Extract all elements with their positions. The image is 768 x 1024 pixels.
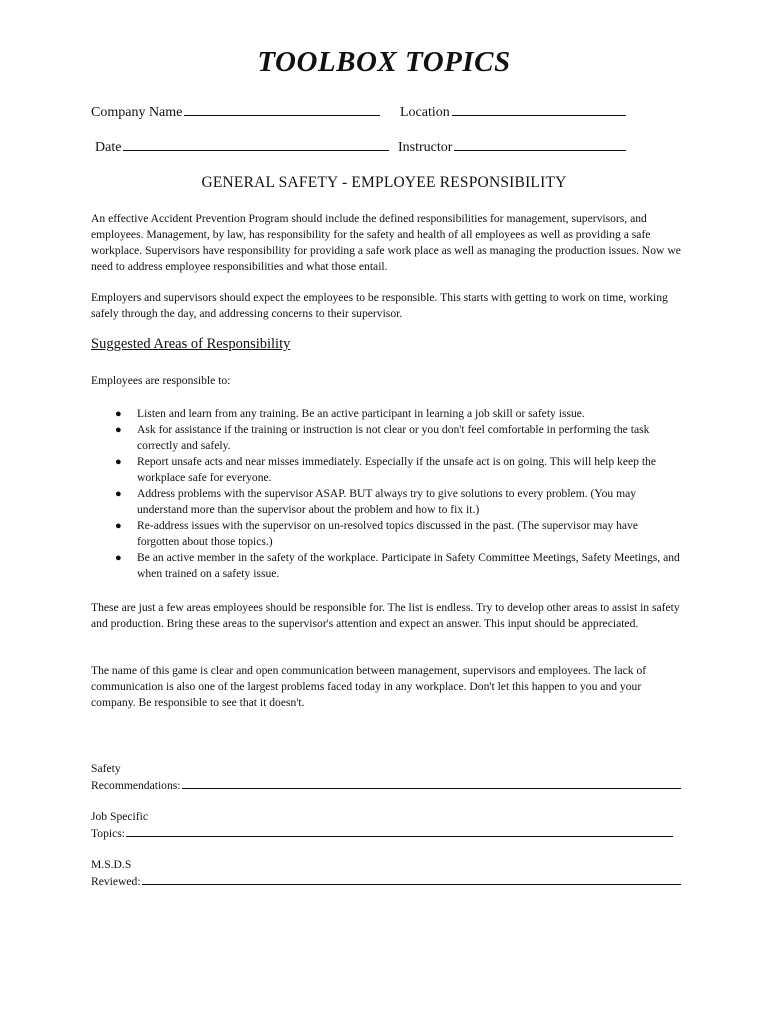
responsibilities-intro: Employees are responsible to: [91,374,231,387]
paragraph-communication: The name of this game is clear and open communication between management, supervisors and employees. The lack of communication is also one of the largest problems faced today in any workplace. Don't let this happen to you and your company. Be responsible to see that it doesn't. [91,664,647,709]
list-item [91,550,681,582]
section-heading: Suggested Areas of Responsibility [91,336,291,352]
document-subtitle: GENERAL SAFETY - EMPLOYEE RESPONSIBILITY [201,174,567,191]
job-specific-topics-blank[interactable] [126,825,673,837]
field-label-line2: Recommendations: [91,779,181,792]
date-field [95,137,389,156]
safety-recommendations-blank[interactable] [182,777,681,789]
list-item-text: Address problems with the supervisor ASAP. BUT always try to give solutions to every problem. (You may understand more than the supervisor about the problem and how to fix it.) [137,487,637,516]
paragraph-expectations: Employers and supervisors should expect the employees to be responsible. This starts with getting to work on time, working safely through the day, and addressing concerns to their supervisor. [91,291,668,320]
instructor-field [398,137,626,156]
list-item-text: Ask for assistance if the training or instruction is not clear or you don't feel comfortable in performing the task correctly and safely. [137,423,650,452]
field-label-line1: Safety [91,762,121,775]
date-label: Date [95,140,122,155]
bullet-icon: ● [115,408,122,420]
list-item-text: Report unsafe acts and near misses immediately. Especially if the unsafe act is on going. This will help keep the workplace safe for everyone. [137,455,657,484]
list-item-text: Re-address issues with the supervisor on un-resolved topics discussed in the past. (The supervisor may have forgotten about those topics.) [137,519,639,548]
bullet-icon: ● [115,488,122,500]
safety-recommendations-field [91,761,681,794]
list-item [91,518,681,550]
company-name-label: Company Name [91,105,183,120]
document-title: TOOLBOX TOPICS [257,46,511,78]
paragraph-intro: An effective Accident Prevention Program should include the defined responsibilities for management, supervisors, and employees. Management, by law, has responsibility for the safety and health of all employees as well as providing a safe workplace. Supervisors have responsibility for providing a safe work place as well as managing the production issues. Now we need to address employee responsibilities and what those entail. [91,212,681,273]
msds-reviewed-field [91,857,681,890]
company-name-blank[interactable] [184,102,380,116]
list-item [91,454,681,486]
list-item [91,486,681,518]
location-label: Location [400,105,450,120]
msds-reviewed-blank[interactable] [142,873,681,885]
bullet-icon: ● [115,456,122,468]
field-label-line1: Job Specific [91,810,148,823]
bullet-icon: ● [115,552,122,564]
instructor-label: Instructor [398,140,453,155]
list-item [91,406,681,422]
field-label-line2: Reviewed: [91,875,141,888]
list-item-text: Listen and learn from any training. Be an active participant in learning a job skill or safety issue. [137,407,585,420]
responsibility-list [91,406,681,582]
list-item-text: Be an active member in the safety of the workplace. Participate in Safety Committee Meetings, Safety Meetings, and when trained on a safety issue. [137,551,680,580]
location-blank[interactable] [452,102,626,116]
instructor-blank[interactable] [454,137,626,151]
bullet-icon: ● [115,424,122,436]
field-label-line1: M.S.D.S [91,858,132,871]
paragraph-areas: These are just a few areas employees should be responsible for. The list is endless. Try to develop other areas to assist in safety and production. Bring these areas to the supervisor's attention and expect an answer. This input should be appreciated. [91,601,680,630]
list-item [91,422,681,454]
company-name-field [91,102,380,121]
field-label-line2: Topics: [91,827,125,840]
bullet-icon: ● [115,520,122,532]
job-specific-topics-field [91,809,681,842]
date-blank[interactable] [123,137,389,151]
location-field [400,102,626,121]
